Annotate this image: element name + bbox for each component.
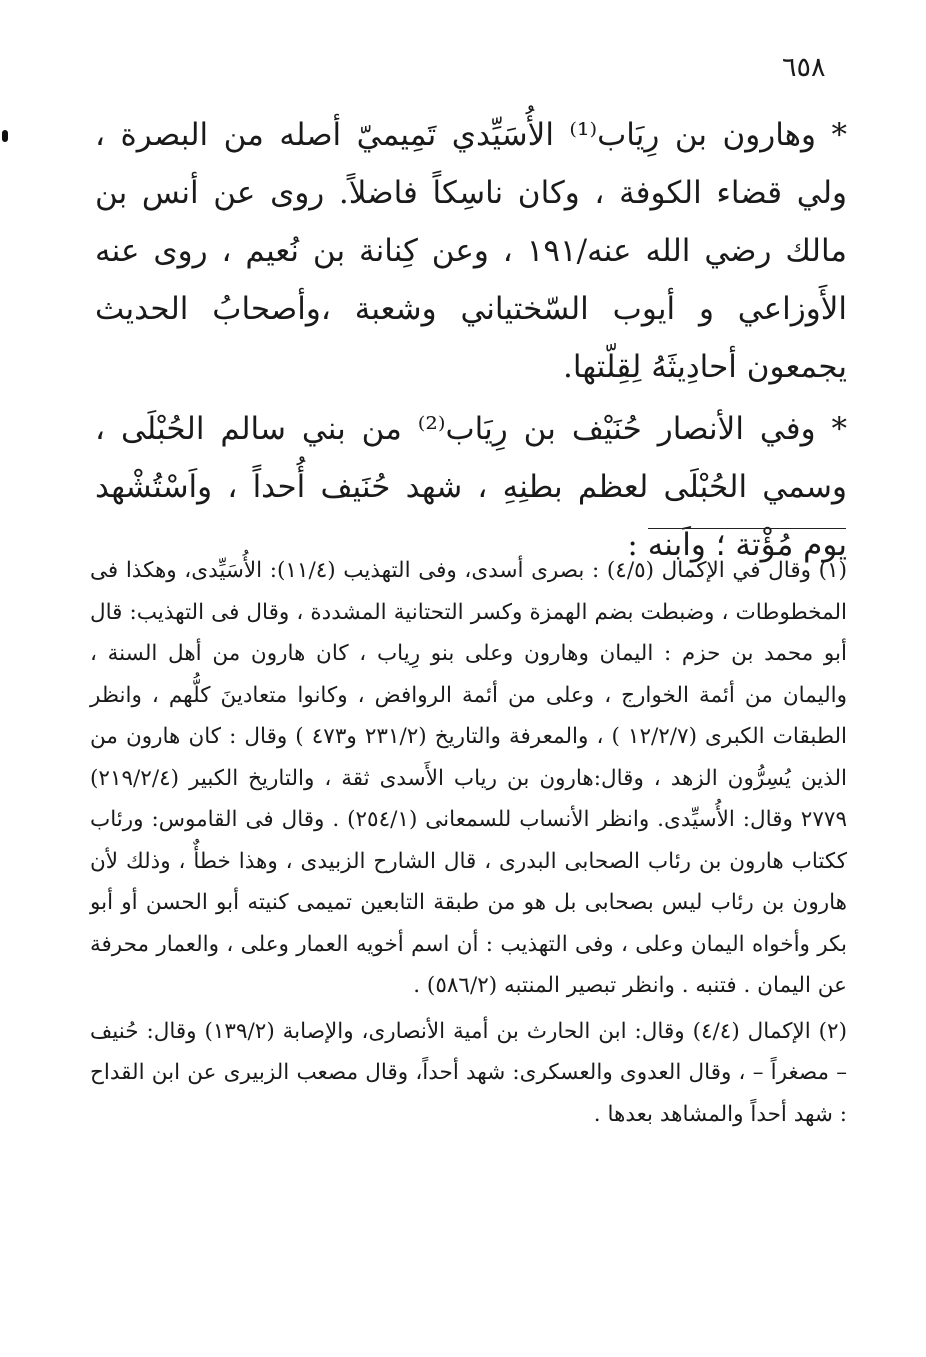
scan-edge-mark bbox=[2, 130, 8, 142]
page-number: ٦٥٨ bbox=[782, 52, 826, 83]
main-text bbox=[95, 106, 847, 578]
main-paragraph: * وهارون بن رِيَاب⁽¹⁾ الأُسَيِّدي تَمِيميّ أصله من البصرة ، ولي قضاء الكوفة ، وكان ناسِكاً فاضلاً. روى عن أنس بن مالك رضي الله عنه/١٩١ ، وعن كِنانة بن نُعيم ، روى عنه الأَوزاعي و أيوب السّختياني وشعبة ،وأصحابُ الحديث يجمعون أحادِيثَهُ لِقِلّتها. bbox=[95, 117, 847, 385]
footnote-2: (٢) الإكمال (٤/٤) وقال: ابن الحارث بن أمية الأنصارى، والإصابة (١٣٩/٢) وقال: حُنيف – مصغراً – ، وقال العدوى والعسكرى: شهد أحداً، وقال مصعب الزبيرى عن ابن القداح : شهد أحداً والمشاهد بعدها . bbox=[90, 1018, 847, 1127]
footnotes bbox=[90, 550, 847, 1139]
footnote-1: (١) وقال في الإكمال (٤/٥) : بصرى أسدى، وفى التهذيب (١١/٤): الأُسَيِّدى، وهكذا فى المخطوطات ، وضبطت بضم الهمزة وكسر التحتانية المشددة ، وقال فى التهذيب: قال أبو محمد بن حزم : اليمان وهارون وعلى بنو رِياب ، كان هارون من أهل السنة ، واليمان من أئمة الخوارج ، وعلى من أئمة الروافض ، وكانوا متعادينَ كلُّهم ، وانظر الطبقات الكبرى (١٢/٢/٧ ) ، والمعرفة والتاريخ (٢٣١/٢ و٤٧٣ ) وقال : كان هارون من الذين يُسِرُّون الزهد ، وقال:هارون بن رياب الأَسدى ثقة ، والتاريخ الكبير (٢١٩/٢/٤) ٢٧٧٩ وقال: الأُسيِّدى. وانظر الأنساب للسمعانى (٢٥٤/١) . وقال فى القاموس: ورئاب ككتاب هارون بن رئاب الصحابى البدرى ، قال الشارح الزبيدى ، وهذا خطأٌ ، وذلك لأن هارون بن رئاب ليس بصحابى بل هو من طبقة التابعين تميمى كنيته أبو الحسن أو أبو بكر وأخواه اليمان وعلى ، وفى التهذيب : أن اسم أخويه العمار وعلى ، والعمار محرفة عن اليمان . فتنبه . وانظر تبصير المنتبه (٥٨٦/٢) . bbox=[90, 558, 848, 998]
footnote-divider bbox=[648, 528, 846, 529]
main-paragraph: * وفي الأنصار حُنَيْف بن رِيَاب⁽²⁾ من بني سالم الحُبْلَى ، وسمي الحُبْلَى لعظم بطنِهِ ، شهد حُنَيف أُحداً ، واَسْتُشْهد يوم مُؤْتة ؛ واَبنه : bbox=[95, 411, 847, 563]
